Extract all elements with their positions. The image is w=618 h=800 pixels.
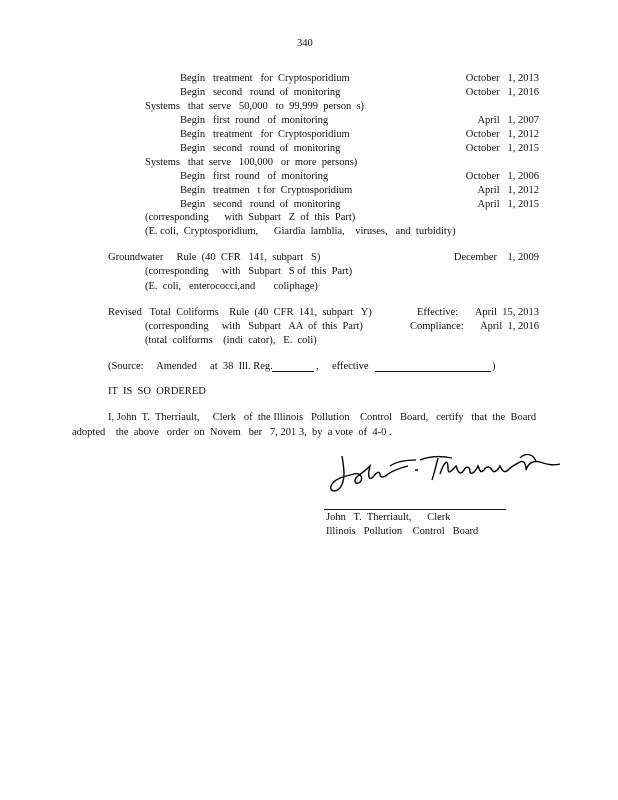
source-text: (Source: Amended at 38 Ill. Reg.: [108, 361, 273, 372]
order-statement: IT IS SO ORDERED: [108, 386, 206, 397]
schedule-line: Begin treatment for Cryptosporidium: [180, 129, 350, 140]
schedule-line: Begin treatment for Cryptosporidium: [180, 73, 350, 84]
schedule-line: Begin second round of monitoring: [180, 199, 341, 210]
schedule-line: Begin first round of monitoring: [180, 115, 329, 126]
schedule-date: April 1, 2007: [477, 115, 539, 126]
source-comma: ,: [316, 361, 319, 372]
schedule-line: (E. coli, Cryptosporidium, Giardia lamblia, viruses, and turbidity): [145, 226, 456, 237]
register-page-blank: [272, 371, 314, 372]
groundwater-rule-date: December 1, 2009: [453, 252, 539, 263]
groundwater-rule-contaminants: (E. coli, enterococci,and coliphage): [145, 281, 318, 292]
signature-line: [324, 509, 506, 510]
schedule-line: Begin second round of monitoring: [180, 143, 341, 154]
signatory-name: John T. Therriault, Clerk: [326, 512, 451, 523]
schedule-date: October 1, 2012: [465, 129, 539, 140]
revised-tcr-compliance-date: April 1, 2016: [480, 321, 539, 332]
revised-tcr-contaminants: (total coliforms (indi cator), E. coli): [145, 335, 317, 346]
schedule-date: April 1, 2015: [477, 199, 539, 210]
schedule-line: Begin first round of monitoring: [180, 171, 329, 182]
schedule-line: Begin second round of monitoring: [180, 87, 341, 98]
schedule-date: October 1, 2013: [465, 73, 539, 84]
schedule-line: Begin treatmen t for Cryptosporidium: [180, 185, 353, 196]
revised-tcr-effective-date: April 15, 2013: [474, 307, 539, 318]
schedule-date: April 1, 2012: [477, 185, 539, 196]
schedule-date: October 1, 2006: [465, 171, 539, 182]
source-close-paren: ): [492, 361, 496, 372]
schedule-date: October 1, 2015: [465, 143, 539, 154]
revised-tcr-effective-label: Effective:: [417, 307, 459, 318]
revised-tcr-title: Revised Total Coliforms Rule (40 CFR 141, subpart Y): [108, 307, 372, 318]
revised-tcr-subpart: (corresponding with Subpart AA of this Part): [145, 321, 363, 332]
source-effective-label: effective: [332, 361, 369, 372]
signature-graphic: [320, 448, 570, 498]
schedule-line: Systems that serve 100,000 or more persons): [145, 157, 358, 168]
revised-tcr-compliance-label: Compliance:: [410, 321, 464, 332]
certification-line-2: adopted the above order on Novem ber 7, 201 3, by a vote of 4-0 .: [72, 427, 392, 438]
effective-date-blank: [375, 371, 491, 372]
schedule-line: (corresponding with Subpart Z of this Part): [145, 212, 356, 223]
schedule-date: October 1, 2016: [465, 87, 539, 98]
certification-line-1: I, John T. Therriault, Clerk of the Illinois Pollution Control Board, certify that the Board: [108, 412, 537, 423]
signatory-organization: Illinois Pollution Control Board: [326, 526, 479, 537]
page-number: 340: [297, 38, 313, 49]
groundwater-rule-title: Groundwater Rule (40 CFR 141, subpart S): [108, 252, 321, 263]
schedule-line: Systems that serve 50,000 to 99,999 person s): [145, 101, 365, 112]
groundwater-rule-subpart: (corresponding with Subpart S of this Part): [145, 266, 353, 277]
